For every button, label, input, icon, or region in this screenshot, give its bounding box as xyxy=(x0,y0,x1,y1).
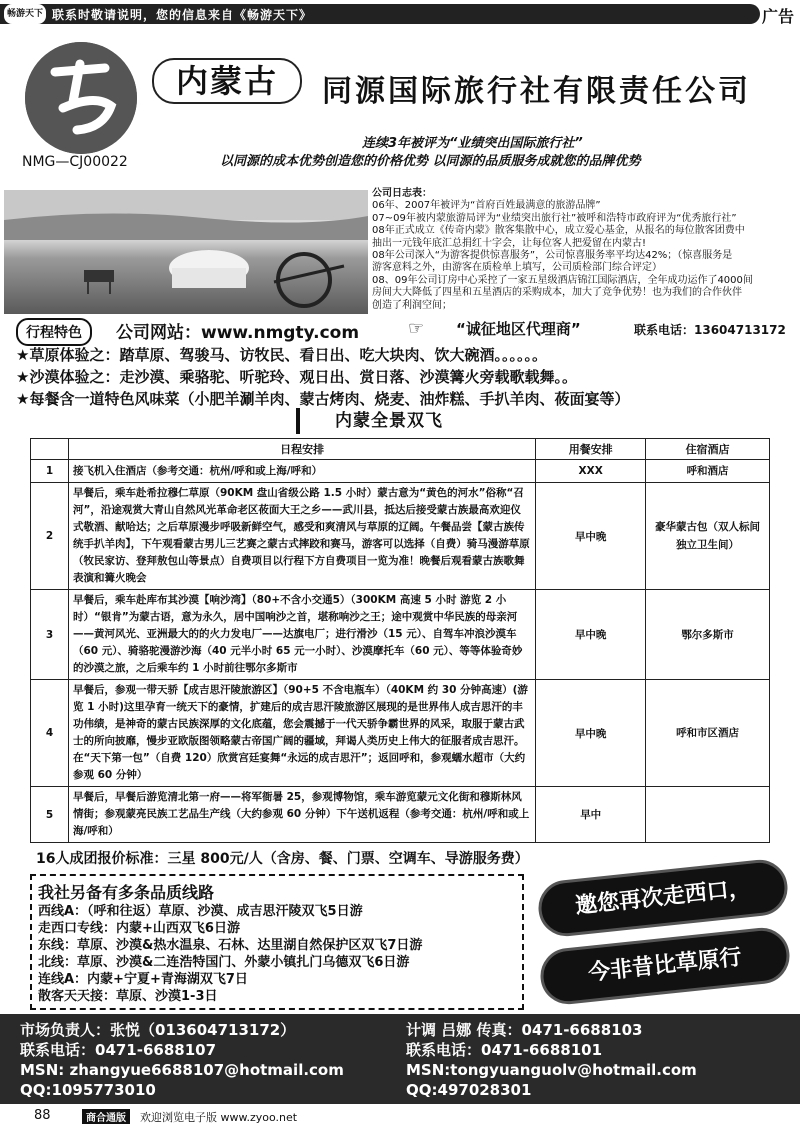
listing-code: NMG—CJ00022 xyxy=(22,154,128,170)
day-number: 3 xyxy=(31,590,69,680)
day-meal: 早中晚 xyxy=(536,590,646,680)
contact-line: QQ:1095773010 xyxy=(20,1081,156,1099)
journal-title: 公司日志表： xyxy=(372,188,432,199)
journal-line: 08年正式成立《传奇内蒙》散客集散中心，成立爱心基金，从报名的每位散客团费中 xyxy=(372,225,745,237)
route-line: 散客天天接：草原、沙漠1-3日 xyxy=(38,989,218,1004)
contact-line: 市场负责人：张悦（013604713172） xyxy=(20,1021,296,1039)
contact-line: MSN:tongyuanguolv@hotmail.com xyxy=(406,1061,697,1079)
day-hotel: 鄂尔多斯市 xyxy=(646,590,770,680)
agent-recruit: “诚征地区代理商” xyxy=(456,320,581,338)
journal-line: 抽出一元钱年底汇总捐红十字会，让每位客人把爱留在内蒙古! xyxy=(372,237,647,249)
header-meal: 用餐安排 xyxy=(536,439,646,460)
day-hotel xyxy=(646,787,770,843)
route-title: 内蒙全景双飞 xyxy=(296,408,478,434)
contact-line: 计调 吕娜 传真：0471-6688103 xyxy=(406,1021,643,1039)
journal-line: 07~09年被内蒙旅游局评为“业绩突出旅行社”被呼和浩特市政府评为“优秀旅行社” xyxy=(372,212,737,224)
header-day xyxy=(31,439,69,460)
source-notice: 联系时敬请说明，您的信息来自《畅游天下》 xyxy=(52,8,313,22)
contact-line: 联系电话：0471-6688101 xyxy=(406,1041,603,1059)
day-hotel: 豪华蒙古包（双人标间 独立卫生间） xyxy=(646,483,770,590)
day-hotel: 呼和市区酒店 xyxy=(646,680,770,787)
company-website-link[interactable]: 公司网站：www.nmgty.com xyxy=(116,323,360,343)
feature-line: ★沙漠体验之：走沙漠、乘骆驼、听驼玲、观日出、赏日落、沙漠篝火旁载歌载舞。。 xyxy=(16,368,577,386)
feature-line: ★草原体验之：踏草原、驾骏马、访牧民、看日出、吃大块肉、饮大碗酒。。。。。。 xyxy=(16,346,547,364)
route-line: 北线：草原、沙漠&二连浩特国门、外蒙小镇扎门乌德双飞6日游 xyxy=(38,955,410,970)
table-row xyxy=(31,590,770,680)
features-header xyxy=(16,318,796,344)
contact-line: MSN: zhangyue6688107@hotmail.com xyxy=(20,1061,344,1079)
journal-line: 游客意料之外，由游客在质检单上填写，公司质检部门综合评定） xyxy=(372,262,662,274)
brand-name: 内蒙古 xyxy=(152,58,302,104)
page-number: 88 xyxy=(34,1108,51,1123)
day-number: 1 xyxy=(31,460,69,483)
day-plan: 接飞机入住酒店（参考交通：杭州/呼和或上海/呼和） xyxy=(68,460,535,483)
day-meal: 早中 xyxy=(536,787,646,843)
features-label: 行程特色 xyxy=(16,318,92,346)
trip-features xyxy=(16,318,796,410)
slogan-line-1: 邀您再次走西口， xyxy=(536,857,790,939)
day-plan: 早餐后，参观一带天骄【成吉思汗陵旅游区】（90+5 不含电瓶车）（40KM 约 30 分钟高速）(游览 1 小时)这里孕育一统天下的豪情，扩建后的成吉思汗陵旅游区展现的是世界伟人成吉思汗的丰功伟绩，是神奇的蒙古民族深厚的文化底蕴，您会震撼于一代天骄争霸世界的风采，取服于蒙古武士的所向披靡，慢步亚欧版图领略蒙古帝国广阔的疆域，拜谒人类历史上伟大的征服者成吉思汗。在“天下第一包”（自费 120）欣赏宫廷宴舞“永远的成吉思汗”；返回呼和，参观蠕水超市（大约参观 60 分钟） xyxy=(68,680,535,787)
route-line: 东线：草原、沙漠&热水温泉、石林、达里湖自然保护区双飞7日游 xyxy=(38,938,423,953)
pointing-hand-icon: ☞ xyxy=(408,318,425,339)
route-line: 西线A：（呼和往返）草原、沙漠、成吉思汗陵双飞5日游 xyxy=(38,904,363,919)
day-number: 5 xyxy=(31,787,69,843)
day-plan: 早餐后，乘车赴库布其沙漠【响沙湾】（80+不含小交通5）（300KM 高速 5 小时 游览 2 小时）“银肯”为蒙古语，意为永久，居中国响沙之首，堪称响沙之王；途中观赏中华民族的母亲河——黄河风光、亚洲最大的的火力发电厂——达旗电厂；进行滑沙（15 元）、自驾车冲浪沙漠车（60 元）、骑骆驼漫游沙海（40 元半小时 65 元一小时）、沙漠摩托车（60 元）、等等体验奇妙的沙漠之旅，之后乘车约 1 小时前往鄂尔多斯市 xyxy=(68,590,535,680)
award-slogan: 连续3年被评为“业绩突出国际旅行社” xyxy=(362,136,583,151)
company-header xyxy=(0,32,800,182)
more-routes-box xyxy=(30,874,524,1010)
day-meal: XXX xyxy=(536,460,646,483)
service-slogan: 以同源的成本优势创造您的价格优势 以同源的品质服务成就您的品牌优势 xyxy=(220,154,641,169)
top-bar xyxy=(0,0,800,30)
contact-footer xyxy=(0,1014,800,1104)
day-number: 4 xyxy=(31,680,69,787)
contact-right xyxy=(406,1020,697,1100)
journal-line: 创造了利润空间； xyxy=(372,299,452,311)
route-line: 连线A：内蒙+宁夏+青海湖双飞7日 xyxy=(38,972,248,987)
section-tag: 商合通版 xyxy=(82,1109,130,1124)
table-row xyxy=(31,787,770,843)
magazine-logo: 畅游天下 xyxy=(4,4,46,24)
table-row xyxy=(31,483,770,590)
day-meal: 早中晚 xyxy=(536,483,646,590)
table-row xyxy=(31,460,770,483)
table-row xyxy=(31,680,770,787)
feature-line: ★每餐含一道特色风味菜（小肥羊涮羊肉、蒙古烤肉、烧麦、油炸糕、手扒羊肉、莜面宴等） xyxy=(16,390,630,408)
day-meal: 早中晚 xyxy=(536,680,646,787)
day-plan: 早餐后，早餐后游览清北第一府——将军衙暑 25，参观博物馆，乘车游览蒙元文化街和穆斯林风情街；参观蒙亮民族工艺品生产线（大约参观 60 分钟）下午送机返程（参考交通：杭州/呼和或上海/呼和） xyxy=(68,787,535,843)
day-number: 2 xyxy=(31,483,69,590)
journal-line: 06年、2007年被评为“首府百姓最满意的旅游品牌” xyxy=(372,200,601,212)
day-hotel: 呼和酒店 xyxy=(646,460,770,483)
group-price: 16人成团报价标准：三星 800元/人（含房、餐、门票、空调车、导游服务费） xyxy=(36,851,529,867)
contact-phone: 联系电话：13604713172 xyxy=(634,323,786,337)
grassland-photo xyxy=(4,190,368,314)
company-logo-icon xyxy=(25,42,137,154)
contact-line: QQ:497028301 xyxy=(406,1081,532,1099)
ad-label: 广告 xyxy=(761,7,794,26)
header-plan: 日程安排 xyxy=(68,439,535,460)
route-line: 走西口专线：内蒙+山西双飞6日游 xyxy=(38,921,240,936)
company-journal xyxy=(372,188,792,312)
header-hotel: 住宿酒店 xyxy=(646,439,770,460)
journal-line: 08年公司深入“为游客提供惊喜服务”，公司惊喜服务率平均达42%；（惊喜服务是 xyxy=(372,250,733,262)
slogan-line-2: 今非昔比草原行 xyxy=(538,925,792,1007)
contact-line: 联系电话：0471-6688107 xyxy=(20,1041,217,1059)
journal-line: 房间大大降低了四星和五星酒店的采购成本，加大了竞争优势！也为我们的合作伙伴 xyxy=(372,287,742,299)
more-routes-title: 我社另备有多条品质线路 xyxy=(38,883,215,902)
journal-line: 08、09年公司订房中心采控了一家五星级酒店锦江国际酒店，全年成功运作了4000间 xyxy=(372,274,753,286)
company-name: 同源国际旅行社有限责任公司 xyxy=(322,74,751,109)
day-plan: 早餐后，乘车赴希拉穆仁草原（90KM 盘山省级公路 1.5 小时）蒙古意为“黄色的河水”俗称“召河”，沿途观赏大青山自然风光革命老区莜面大王之乡——武川县，抵达后接受蒙古族最高欢迎仪式敬酒、献哈达；之后草原漫步呼吸新鲜空气，感受和爽清风与草原的辽阔。午餐品尝【蒙古族传统手扒羊肉】，下午观看蒙古男儿三艺赛之蒙古式摔跤和赛马，游客可以选择（自费）骑马漫游草原（牧民家访、登拜敖包山等景点）自费项目以行程下方自费项目一览为准！晚餐后观看蒙古族歌舞表演和篝火晚会 xyxy=(68,483,535,590)
itinerary-table xyxy=(30,438,770,843)
table-header-row xyxy=(31,439,770,460)
contact-left xyxy=(20,1020,344,1100)
page-footer xyxy=(0,1106,800,1127)
invite-slogans xyxy=(530,864,800,1004)
ebook-link[interactable]: 欢迎浏览电子版 www.zyoo.net xyxy=(140,1111,298,1124)
